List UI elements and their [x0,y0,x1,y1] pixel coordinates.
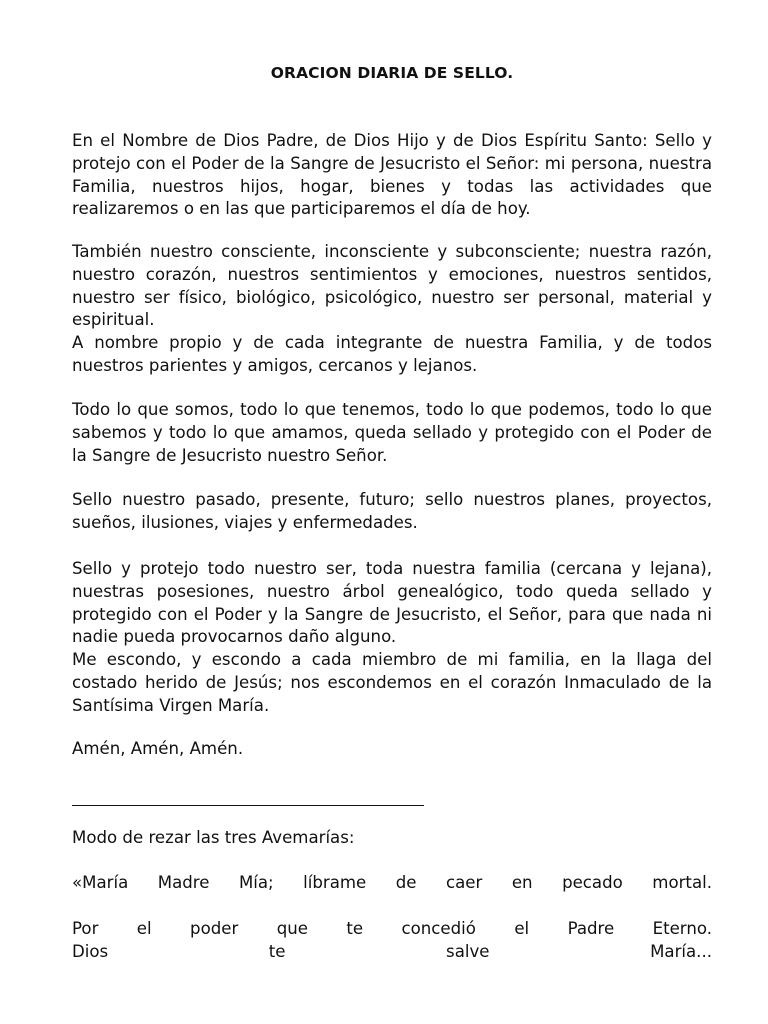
paragraph-prayer-line-2: Por el poder que te concedió el Padre Eterno. [72,919,712,938]
document-title: ORACION DIARIA DE SELLO. [270,64,514,82]
separator-line [72,805,424,806]
paragraph-family: A nombre propio y de cada integrante de nuestra Familia, y de todos nuestros parientes y amigos, cercanos y lejanos. [72,333,712,375]
paragraph-time: Sello nuestro pasado, presente, futuro; sello nuestros planes, proyectos, sueños, ilusiones, viajes y enfermedades. [72,490,712,532]
paragraph-instructions: Modo de rezar las tres Avemarías: [72,828,355,847]
paragraph-hiding: Me escondo, y escondo a cada miembro de mi familia, en la llaga del costado herido de Jesús; nos escondemos en el corazón Inmaculado de la Santísima Virgen María. [72,650,712,715]
paragraph-prayer-line-3: Dios te salve María... [72,942,712,961]
paragraph-amen: Amén, Amén, Amén. [72,739,244,758]
paragraph-protection: Sello y protejo todo nuestro ser, toda nuestra familia (cercana y lejana), nuestras posesiones, nuestro árbol genealógico, todo queda sellado y protegido con el Poder y la Sangre de Jesucristo, el Señor, para que nada ni nadie pueda provocarnos daño alguno. [72,559,712,647]
paragraph-prayer-line-1: «María Madre Mía; líbrame de caer en pecado mortal. [72,873,712,892]
paragraph-everything: Todo lo que somos, todo lo que tenemos, todo lo que podemos, todo lo que sabemos y todo lo que amamos, queda sellado y protegido con el Poder de la Sangre de Jesucristo nuestro Señor. [72,400,712,465]
paragraph-faculties: También nuestro consciente, inconsciente y subconsciente; nuestra razón, nuestro corazón, nuestros sentimientos y emociones, nuestros sentidos, nuestro ser físico, biológico, psicológico, nuestro ser personal, material y espiritual. [72,242,712,330]
paragraph-invocation: En el Nombre de Dios Padre, de Dios Hijo y de Dios Espíritu Santo: Sello y protejo con el Poder de la Sangre de Jesucristo el Señor: mi persona, nuestra Familia, nuestros hijos, hogar, bienes y todas las actividades que realizaremos o en las que participaremos el día de hoy. [72,131,712,219]
